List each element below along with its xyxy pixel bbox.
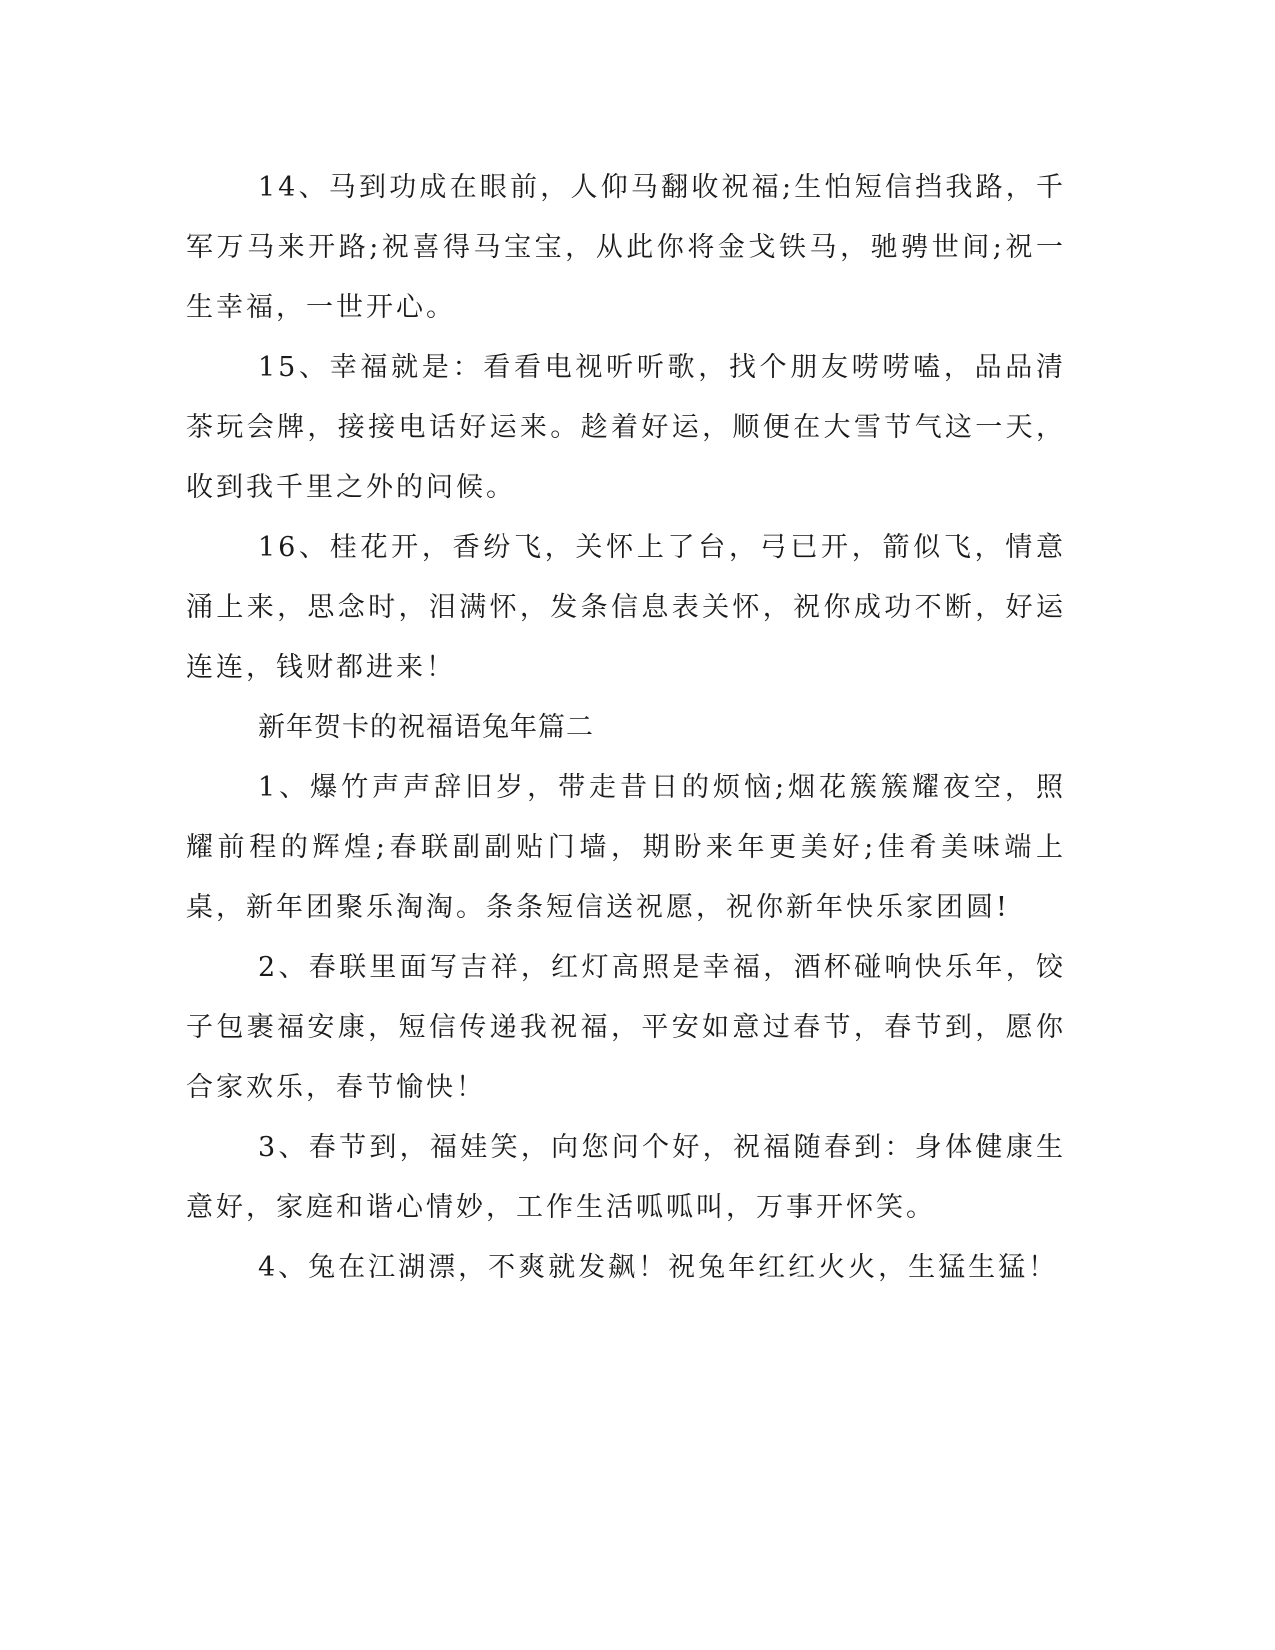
paragraph-14: 14、马到功成在眼前，人仰马翻收祝福;生怕短信挡我路，千军万马来开路;祝喜得马宝宝，从此你将金戈铁马，驰骋世间;祝一生幸福，一世开心。: [186, 172, 1066, 323]
paragraph-16: 16、桂花开，香纷飞，关怀上了台，弓已开，箭似飞，情意涌上来，思念时，泪满怀，发条信息表关怀，祝你成功不断，好运连连，钱财都进来！: [186, 532, 1066, 683]
section-paragraph-2: 2、春联里面写吉祥，红灯高照是幸福，酒杯碰响快乐年，饺子包裹福安康，短信传递我祝福，平安如意过春节，春节到，愿你合家欢乐，春节愉快！: [186, 952, 1066, 1103]
paragraph-15: 15、幸福就是：看看电视听听歌，找个朋友唠唠嗑，品品清茶玩会牌，接接电话好运来。趁着好运，顺便在大雪节气这一天，收到我千里之外的问候。: [186, 352, 1066, 503]
section-paragraph-3: 3、春节到，福娃笑，向您问个好，祝福随春到：身体健康生意好，家庭和谐心情妙，工作生活呱呱叫，万事开怀笑。: [186, 1132, 1066, 1223]
section-paragraph-1: 1、爆竹声声辞旧岁，带走昔日的烦恼;烟花簇簇耀夜空，照耀前程的辉煌;春联副副贴门墙，期盼来年更美好;佳肴美味端上桌，新年团聚乐淘淘。条条短信送祝愿，祝你新年快乐家团圆!: [186, 772, 1066, 923]
document-body: [186, 158, 1066, 1298]
section-title: 新年贺卡的祝福语兔年篇二: [258, 712, 594, 743]
section-paragraph-4: 4、兔在江湖漂，不爽就发飙！祝兔年红红火火，生猛生猛！: [258, 1252, 1059, 1283]
